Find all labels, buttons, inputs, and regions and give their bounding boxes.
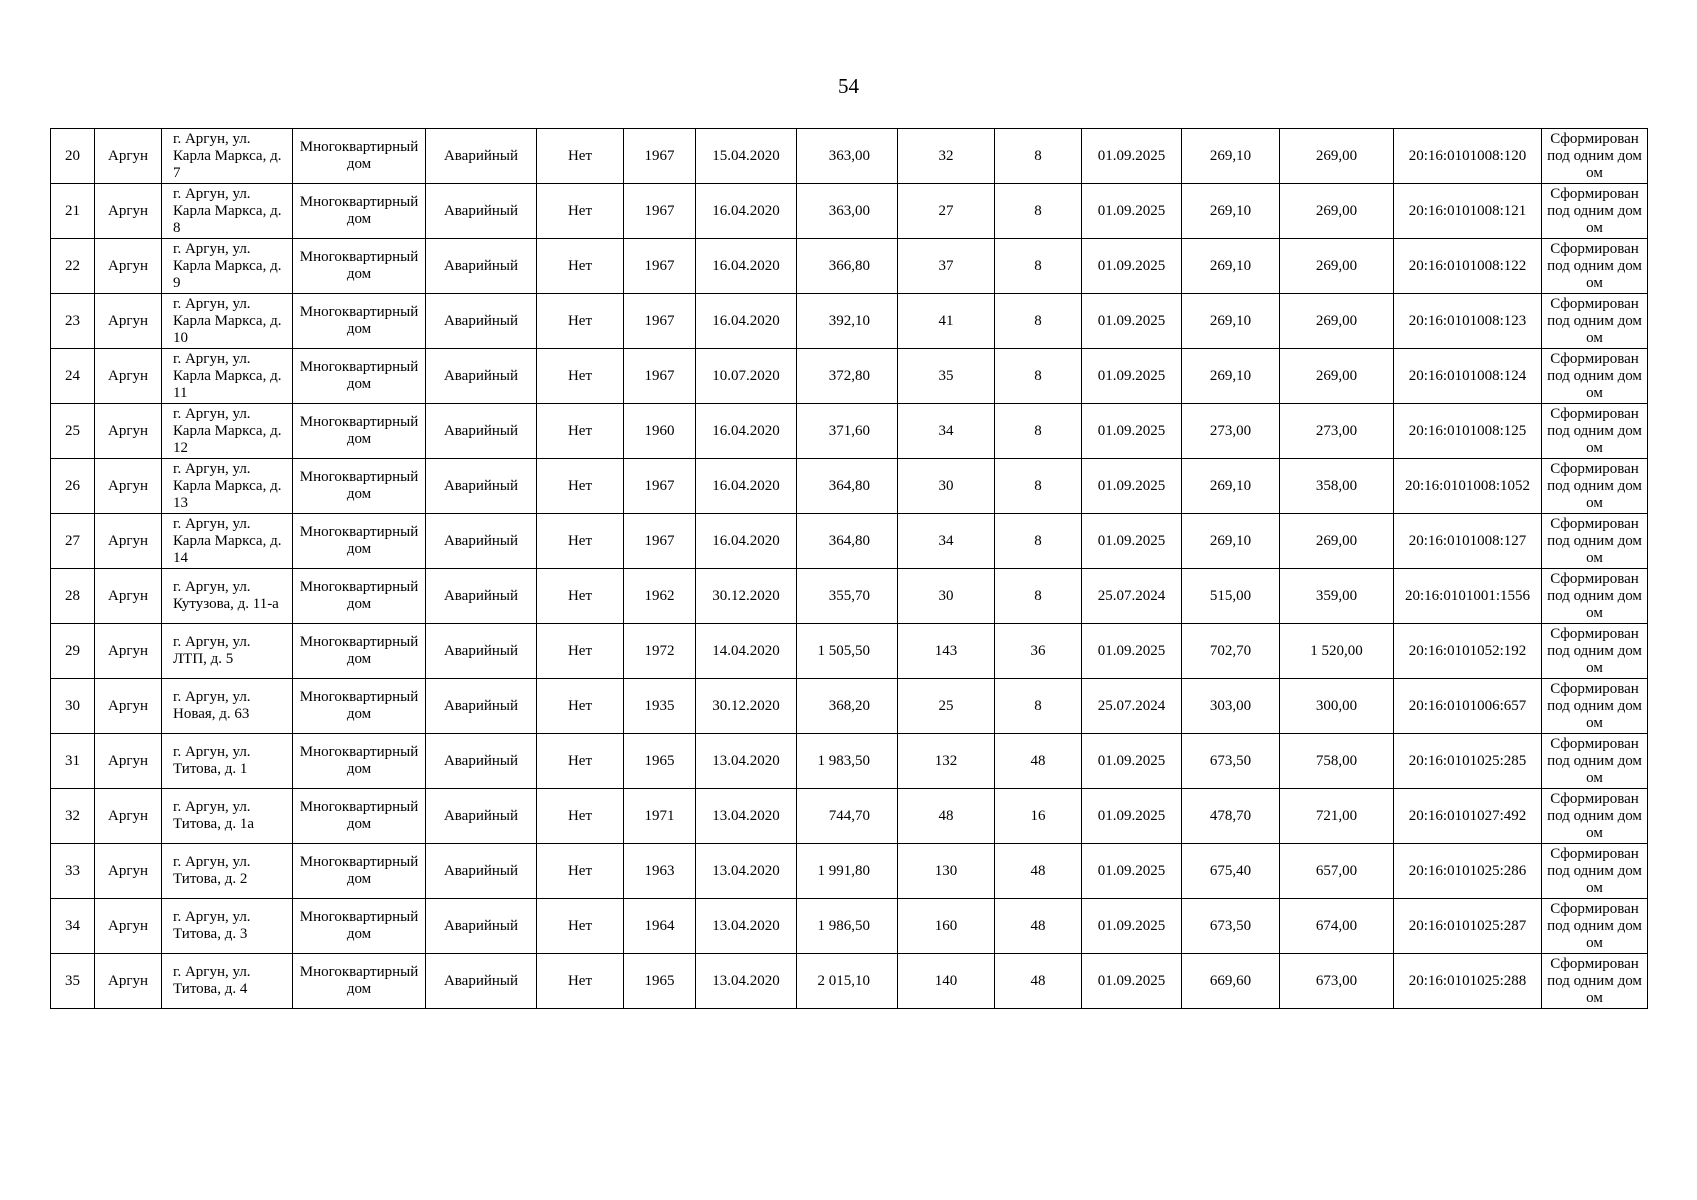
row-number-cell: 29	[51, 624, 95, 679]
total-area-cell: 371,60	[797, 404, 898, 459]
address-cell: г. Аргун, ул. ЛТП, д. 5	[162, 624, 293, 679]
apartments-cell: 48	[995, 734, 1082, 789]
total-area-cell: 366,80	[797, 239, 898, 294]
land-area-actual-cell: 269,00	[1280, 129, 1394, 184]
note-cell: Сформирован под одним домом	[1542, 734, 1648, 789]
building-type-cell: Многоквартирный дом	[293, 459, 426, 514]
building-type-cell: Многоквартирный дом	[293, 569, 426, 624]
row-number-cell: 33	[51, 844, 95, 899]
land-area-actual-cell: 273,00	[1280, 404, 1394, 459]
building-type-cell: Многоквартирный дом	[293, 624, 426, 679]
cadastral-number-cell: 20:16:0101027:492	[1394, 789, 1542, 844]
cadastral-number-cell: 20:16:0101008:121	[1394, 184, 1542, 239]
resettlement-deadline-cell: 25.07.2024	[1082, 679, 1182, 734]
recognition-date-cell: 16.04.2020	[696, 239, 797, 294]
cadastral-number-cell: 20:16:0101008:123	[1394, 294, 1542, 349]
year-built-cell: 1967	[624, 294, 696, 349]
note-cell: Сформирован под одним домом	[1542, 349, 1648, 404]
row-number-cell: 24	[51, 349, 95, 404]
city-cell: Аргун	[95, 734, 162, 789]
note-cell: Сформирован под одним домом	[1542, 514, 1648, 569]
address-cell: г. Аргун, ул. Титова, д. 4	[162, 954, 293, 1009]
resettlement-deadline-cell: 01.09.2025	[1082, 734, 1182, 789]
address-cell: г. Аргун, ул. Титова, д. 1а	[162, 789, 293, 844]
row-number-cell: 35	[51, 954, 95, 1009]
table-row	[51, 789, 1648, 844]
residents-cell: 48	[898, 789, 995, 844]
recognition-date-cell: 30.12.2020	[696, 679, 797, 734]
status-cell: Аварийный	[426, 459, 537, 514]
city-cell: Аргун	[95, 679, 162, 734]
address-cell: г. Аргун, ул. Карла Маркса, д. 7	[162, 129, 293, 184]
residents-cell: 160	[898, 899, 995, 954]
note-cell: Сформирован под одним домом	[1542, 294, 1648, 349]
row-number-cell: 26	[51, 459, 95, 514]
status-cell: Аварийный	[426, 569, 537, 624]
year-built-cell: 1967	[624, 239, 696, 294]
building-type-cell: Многоквартирный дом	[293, 404, 426, 459]
recognition-date-cell: 13.04.2020	[696, 899, 797, 954]
flag-cell: Нет	[537, 569, 624, 624]
flag-cell: Нет	[537, 294, 624, 349]
land-area-cell: 269,10	[1182, 129, 1280, 184]
cadastral-number-cell: 20:16:0101025:286	[1394, 844, 1542, 899]
note-cell: Сформирован под одним домом	[1542, 404, 1648, 459]
apartments-cell: 48	[995, 899, 1082, 954]
table-row	[51, 679, 1648, 734]
note-cell: Сформирован под одним домом	[1542, 844, 1648, 899]
status-cell: Аварийный	[426, 624, 537, 679]
status-cell: Аварийный	[426, 789, 537, 844]
row-number-cell: 25	[51, 404, 95, 459]
cadastral-number-cell: 20:16:0101001:1556	[1394, 569, 1542, 624]
land-area-actual-cell: 673,00	[1280, 954, 1394, 1009]
apartments-cell: 8	[995, 184, 1082, 239]
city-cell: Аргун	[95, 239, 162, 294]
land-area-actual-cell: 269,00	[1280, 239, 1394, 294]
cadastral-number-cell: 20:16:0101052:192	[1394, 624, 1542, 679]
housing-registry-table	[50, 128, 1648, 1009]
residents-cell: 30	[898, 459, 995, 514]
total-area-cell: 364,80	[797, 514, 898, 569]
land-area-actual-cell: 657,00	[1280, 844, 1394, 899]
address-cell: г. Аргун, ул. Карла Маркса, д. 10	[162, 294, 293, 349]
apartments-cell: 8	[995, 349, 1082, 404]
note-cell: Сформирован под одним домом	[1542, 459, 1648, 514]
registry-body	[51, 129, 1648, 1009]
apartments-cell: 48	[995, 954, 1082, 1009]
building-type-cell: Многоквартирный дом	[293, 239, 426, 294]
resettlement-deadline-cell: 01.09.2025	[1082, 844, 1182, 899]
apartments-cell: 8	[995, 514, 1082, 569]
status-cell: Аварийный	[426, 679, 537, 734]
cadastral-number-cell: 20:16:0101008:1052	[1394, 459, 1542, 514]
year-built-cell: 1967	[624, 514, 696, 569]
total-area-cell: 363,00	[797, 129, 898, 184]
flag-cell: Нет	[537, 954, 624, 1009]
apartments-cell: 8	[995, 459, 1082, 514]
note-cell: Сформирован под одним домом	[1542, 954, 1648, 1009]
building-type-cell: Многоквартирный дом	[293, 294, 426, 349]
year-built-cell: 1967	[624, 349, 696, 404]
year-built-cell: 1960	[624, 404, 696, 459]
apartments-cell: 8	[995, 404, 1082, 459]
table-row	[51, 129, 1648, 184]
building-type-cell: Многоквартирный дом	[293, 899, 426, 954]
table-row	[51, 569, 1648, 624]
land-area-cell: 675,40	[1182, 844, 1280, 899]
resettlement-deadline-cell: 01.09.2025	[1082, 624, 1182, 679]
table-row	[51, 294, 1648, 349]
total-area-cell: 1 986,50	[797, 899, 898, 954]
total-area-cell: 392,10	[797, 294, 898, 349]
note-cell: Сформирован под одним домом	[1542, 129, 1648, 184]
table-row	[51, 459, 1648, 514]
flag-cell: Нет	[537, 624, 624, 679]
status-cell: Аварийный	[426, 899, 537, 954]
resettlement-deadline-cell: 25.07.2024	[1082, 569, 1182, 624]
cadastral-number-cell: 20:16:0101006:657	[1394, 679, 1542, 734]
flag-cell: Нет	[537, 404, 624, 459]
land-area-cell: 478,70	[1182, 789, 1280, 844]
table-row	[51, 514, 1648, 569]
building-type-cell: Многоквартирный дом	[293, 679, 426, 734]
flag-cell: Нет	[537, 184, 624, 239]
flag-cell: Нет	[537, 734, 624, 789]
flag-cell: Нет	[537, 899, 624, 954]
table-row	[51, 844, 1648, 899]
row-number-cell: 27	[51, 514, 95, 569]
land-area-actual-cell: 721,00	[1280, 789, 1394, 844]
address-cell: г. Аргун, ул. Карла Маркса, д. 11	[162, 349, 293, 404]
flag-cell: Нет	[537, 514, 624, 569]
city-cell: Аргун	[95, 129, 162, 184]
land-area-actual-cell: 674,00	[1280, 899, 1394, 954]
recognition-date-cell: 13.04.2020	[696, 789, 797, 844]
apartments-cell: 36	[995, 624, 1082, 679]
table-row	[51, 184, 1648, 239]
resettlement-deadline-cell: 01.09.2025	[1082, 789, 1182, 844]
apartments-cell: 8	[995, 294, 1082, 349]
row-number-cell: 32	[51, 789, 95, 844]
building-type-cell: Многоквартирный дом	[293, 349, 426, 404]
land-area-actual-cell: 300,00	[1280, 679, 1394, 734]
year-built-cell: 1963	[624, 844, 696, 899]
residents-cell: 132	[898, 734, 995, 789]
building-type-cell: Многоквартирный дом	[293, 844, 426, 899]
note-cell: Сформирован под одним домом	[1542, 679, 1648, 734]
land-area-cell: 269,10	[1182, 239, 1280, 294]
resettlement-deadline-cell: 01.09.2025	[1082, 404, 1182, 459]
flag-cell: Нет	[537, 129, 624, 184]
cadastral-number-cell: 20:16:0101008:120	[1394, 129, 1542, 184]
table-row	[51, 624, 1648, 679]
residents-cell: 37	[898, 239, 995, 294]
apartments-cell: 16	[995, 789, 1082, 844]
land-area-cell: 273,00	[1182, 404, 1280, 459]
recognition-date-cell: 16.04.2020	[696, 459, 797, 514]
city-cell: Аргун	[95, 624, 162, 679]
city-cell: Аргун	[95, 349, 162, 404]
land-area-cell: 269,10	[1182, 514, 1280, 569]
residents-cell: 34	[898, 514, 995, 569]
recognition-date-cell: 15.04.2020	[696, 129, 797, 184]
residents-cell: 41	[898, 294, 995, 349]
table-row	[51, 954, 1648, 1009]
land-area-actual-cell: 1 520,00	[1280, 624, 1394, 679]
land-area-actual-cell: 758,00	[1280, 734, 1394, 789]
resettlement-deadline-cell: 01.09.2025	[1082, 459, 1182, 514]
building-type-cell: Многоквартирный дом	[293, 514, 426, 569]
year-built-cell: 1935	[624, 679, 696, 734]
residents-cell: 25	[898, 679, 995, 734]
recognition-date-cell: 13.04.2020	[696, 734, 797, 789]
status-cell: Аварийный	[426, 514, 537, 569]
note-cell: Сформирован под одним домом	[1542, 899, 1648, 954]
residents-cell: 35	[898, 349, 995, 404]
cadastral-number-cell: 20:16:0101025:285	[1394, 734, 1542, 789]
building-type-cell: Многоквартирный дом	[293, 734, 426, 789]
recognition-date-cell: 16.04.2020	[696, 294, 797, 349]
land-area-cell: 303,00	[1182, 679, 1280, 734]
address-cell: г. Аргун, ул. Кутузова, д. 11-а	[162, 569, 293, 624]
building-type-cell: Многоквартирный дом	[293, 184, 426, 239]
note-cell: Сформирован под одним домом	[1542, 624, 1648, 679]
cadastral-number-cell: 20:16:0101025:287	[1394, 899, 1542, 954]
resettlement-deadline-cell: 01.09.2025	[1082, 954, 1182, 1009]
total-area-cell: 364,80	[797, 459, 898, 514]
address-cell: г. Аргун, ул. Титова, д. 3	[162, 899, 293, 954]
city-cell: Аргун	[95, 459, 162, 514]
residents-cell: 30	[898, 569, 995, 624]
address-cell: г. Аргун, ул. Карла Маркса, д. 9	[162, 239, 293, 294]
land-area-cell: 515,00	[1182, 569, 1280, 624]
row-number-cell: 23	[51, 294, 95, 349]
resettlement-deadline-cell: 01.09.2025	[1082, 899, 1182, 954]
note-cell: Сформирован под одним домом	[1542, 239, 1648, 294]
address-cell: г. Аргун, ул. Карла Маркса, д. 12	[162, 404, 293, 459]
row-number-cell: 34	[51, 899, 95, 954]
address-cell: г. Аргун, ул. Титова, д. 2	[162, 844, 293, 899]
status-cell: Аварийный	[426, 954, 537, 1009]
apartments-cell: 8	[995, 569, 1082, 624]
residents-cell: 140	[898, 954, 995, 1009]
recognition-date-cell: 13.04.2020	[696, 844, 797, 899]
row-number-cell: 30	[51, 679, 95, 734]
land-area-cell: 702,70	[1182, 624, 1280, 679]
flag-cell: Нет	[537, 459, 624, 514]
cadastral-number-cell: 20:16:0101008:125	[1394, 404, 1542, 459]
cadastral-number-cell: 20:16:0101025:288	[1394, 954, 1542, 1009]
city-cell: Аргун	[95, 404, 162, 459]
apartments-cell: 8	[995, 679, 1082, 734]
recognition-date-cell: 16.04.2020	[696, 404, 797, 459]
status-cell: Аварийный	[426, 404, 537, 459]
recognition-date-cell: 10.07.2020	[696, 349, 797, 404]
total-area-cell: 355,70	[797, 569, 898, 624]
year-built-cell: 1964	[624, 899, 696, 954]
row-number-cell: 28	[51, 569, 95, 624]
resettlement-deadline-cell: 01.09.2025	[1082, 129, 1182, 184]
resettlement-deadline-cell: 01.09.2025	[1082, 239, 1182, 294]
building-type-cell: Многоквартирный дом	[293, 954, 426, 1009]
land-area-actual-cell: 359,00	[1280, 569, 1394, 624]
city-cell: Аргун	[95, 844, 162, 899]
status-cell: Аварийный	[426, 734, 537, 789]
status-cell: Аварийный	[426, 184, 537, 239]
total-area-cell: 372,80	[797, 349, 898, 404]
table-row	[51, 734, 1648, 789]
residents-cell: 34	[898, 404, 995, 459]
city-cell: Аргун	[95, 184, 162, 239]
total-area-cell: 1 505,50	[797, 624, 898, 679]
city-cell: Аргун	[95, 514, 162, 569]
land-area-actual-cell: 269,00	[1280, 184, 1394, 239]
address-cell: г. Аргун, ул. Карла Маркса, д. 14	[162, 514, 293, 569]
city-cell: Аргун	[95, 954, 162, 1009]
residents-cell: 32	[898, 129, 995, 184]
address-cell: г. Аргун, ул. Карла Маркса, д. 13	[162, 459, 293, 514]
status-cell: Аварийный	[426, 239, 537, 294]
recognition-date-cell: 14.04.2020	[696, 624, 797, 679]
apartments-cell: 48	[995, 844, 1082, 899]
resettlement-deadline-cell: 01.09.2025	[1082, 349, 1182, 404]
flag-cell: Нет	[537, 239, 624, 294]
row-number-cell: 22	[51, 239, 95, 294]
row-number-cell: 31	[51, 734, 95, 789]
land-area-cell: 669,60	[1182, 954, 1280, 1009]
status-cell: Аварийный	[426, 349, 537, 404]
total-area-cell: 1 991,80	[797, 844, 898, 899]
table-row	[51, 404, 1648, 459]
building-type-cell: Многоквартирный дом	[293, 129, 426, 184]
total-area-cell: 1 983,50	[797, 734, 898, 789]
land-area-cell: 269,10	[1182, 349, 1280, 404]
apartments-cell: 8	[995, 239, 1082, 294]
total-area-cell: 363,00	[797, 184, 898, 239]
recognition-date-cell: 16.04.2020	[696, 514, 797, 569]
cadastral-number-cell: 20:16:0101008:124	[1394, 349, 1542, 404]
note-cell: Сформирован под одним домом	[1542, 789, 1648, 844]
flag-cell: Нет	[537, 349, 624, 404]
row-number-cell: 20	[51, 129, 95, 184]
land-area-actual-cell: 358,00	[1280, 459, 1394, 514]
year-built-cell: 1971	[624, 789, 696, 844]
status-cell: Аварийный	[426, 129, 537, 184]
address-cell: г. Аргун, ул. Титова, д. 1	[162, 734, 293, 789]
recognition-date-cell: 13.04.2020	[696, 954, 797, 1009]
cadastral-number-cell: 20:16:0101008:122	[1394, 239, 1542, 294]
residents-cell: 130	[898, 844, 995, 899]
status-cell: Аварийный	[426, 294, 537, 349]
city-cell: Аргун	[95, 569, 162, 624]
year-built-cell: 1967	[624, 459, 696, 514]
building-type-cell: Многоквартирный дом	[293, 789, 426, 844]
city-cell: Аргун	[95, 899, 162, 954]
land-area-cell: 673,50	[1182, 734, 1280, 789]
land-area-actual-cell: 269,00	[1280, 349, 1394, 404]
cadastral-number-cell: 20:16:0101008:127	[1394, 514, 1542, 569]
year-built-cell: 1967	[624, 184, 696, 239]
status-cell: Аварийный	[426, 844, 537, 899]
total-area-cell: 2 015,10	[797, 954, 898, 1009]
total-area-cell: 744,70	[797, 789, 898, 844]
note-cell: Сформирован под одним домом	[1542, 569, 1648, 624]
year-built-cell: 1965	[624, 734, 696, 789]
flag-cell: Нет	[537, 844, 624, 899]
address-cell: г. Аргун, ул. Новая, д. 63	[162, 679, 293, 734]
land-area-actual-cell: 269,00	[1280, 294, 1394, 349]
table-row	[51, 239, 1648, 294]
land-area-actual-cell: 269,00	[1280, 514, 1394, 569]
city-cell: Аргун	[95, 789, 162, 844]
resettlement-deadline-cell: 01.09.2025	[1082, 294, 1182, 349]
land-area-cell: 269,10	[1182, 184, 1280, 239]
city-cell: Аргун	[95, 294, 162, 349]
year-built-cell: 1965	[624, 954, 696, 1009]
resettlement-deadline-cell: 01.09.2025	[1082, 184, 1182, 239]
row-number-cell: 21	[51, 184, 95, 239]
recognition-date-cell: 30.12.2020	[696, 569, 797, 624]
land-area-cell: 269,10	[1182, 294, 1280, 349]
table-row	[51, 349, 1648, 404]
flag-cell: Нет	[537, 789, 624, 844]
year-built-cell: 1967	[624, 129, 696, 184]
land-area-cell: 269,10	[1182, 459, 1280, 514]
year-built-cell: 1972	[624, 624, 696, 679]
recognition-date-cell: 16.04.2020	[696, 184, 797, 239]
residents-cell: 27	[898, 184, 995, 239]
total-area-cell: 368,20	[797, 679, 898, 734]
resettlement-deadline-cell: 01.09.2025	[1082, 514, 1182, 569]
note-cell: Сформирован под одним домом	[1542, 184, 1648, 239]
residents-cell: 143	[898, 624, 995, 679]
land-area-cell: 673,50	[1182, 899, 1280, 954]
table-row	[51, 899, 1648, 954]
flag-cell: Нет	[537, 679, 624, 734]
year-built-cell: 1962	[624, 569, 696, 624]
address-cell: г. Аргун, ул. Карла Маркса, д. 8	[162, 184, 293, 239]
apartments-cell: 8	[995, 129, 1082, 184]
page-number: 54	[838, 74, 859, 98]
